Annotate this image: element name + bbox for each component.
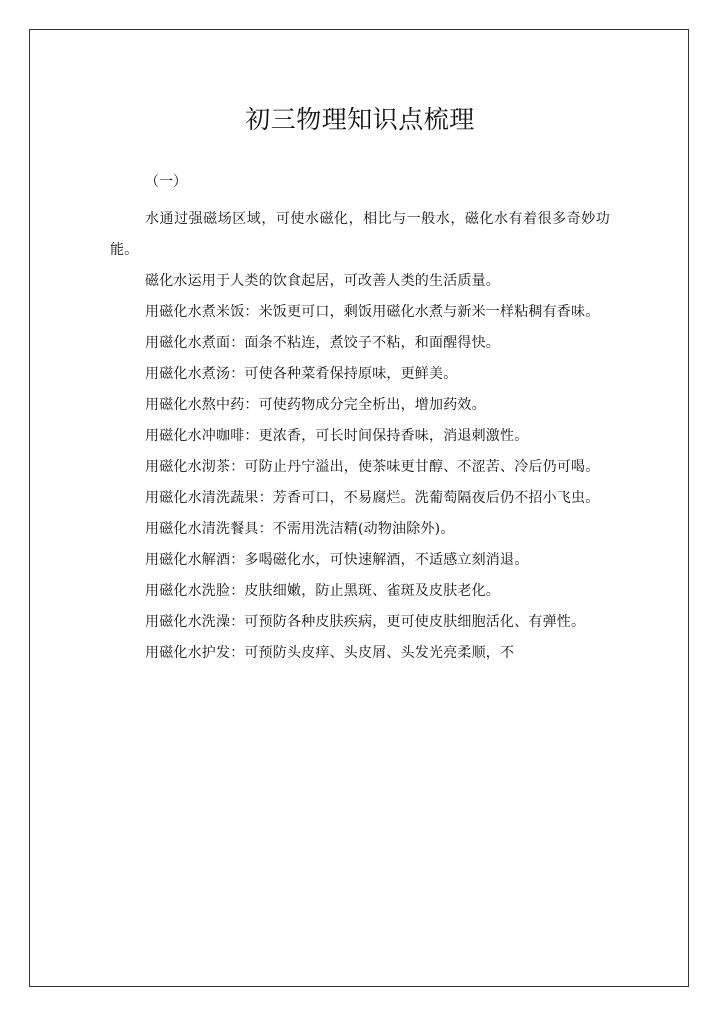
paragraph: 用磁化水冲咖啡：更浓香，可长时间保持香味，消退刺激性。 bbox=[145, 428, 529, 444]
paragraph: 用磁化水洗澡：可预防各种皮肤疾病，更可使皮肤细胞活化、有弹性。 bbox=[145, 614, 586, 630]
paragraph: 水通过强磁场区域，可使水磁化，相比与一般水，磁化水有着很多奇妙功能。 bbox=[110, 211, 610, 258]
paragraph: 磁化水运用于人类的饮食起居，可改善人类的生活质量。 bbox=[145, 273, 500, 289]
paragraph: 用磁化水护发：可预防头皮痒、头皮屑、头发光亮柔顺，不 bbox=[145, 645, 515, 661]
paragraph: 用磁化水煮面：面条不粘连，煮饺子不粘，和面醒得快。 bbox=[145, 335, 500, 351]
paragraph: 用磁化水清洗蔬果：芳香可口，不易腐烂。洗葡萄隔夜后仍不招小飞虫。 bbox=[145, 490, 600, 506]
paragraph: 用磁化水熬中药：可使药物成分完全析出，增加药效。 bbox=[145, 397, 486, 413]
paragraph: 用磁化水清洗餐具：不需用洗洁精(动物油除外)。 bbox=[145, 521, 455, 537]
section-label: （一） bbox=[145, 174, 187, 190]
paragraph: 用磁化水解酒：多喝磁化水，可快速解酒，不适感立刻消退。 bbox=[145, 552, 529, 568]
document-title: 初三物理知识点梳理 bbox=[245, 105, 475, 134]
paragraph: 用磁化水洗脸：皮肤细嫩，防止黑斑、雀斑及皮肤老化。 bbox=[145, 583, 500, 599]
document-body bbox=[110, 204, 610, 669]
paragraph: 用磁化水煮米饭：米饭更可口，剩饭用磁化水煮与新米一样粘稠有香味。 bbox=[145, 304, 600, 320]
paragraph: 用磁化水沏茶：可防止丹宁溢出，使茶味更甘醇、不涩苦、冷后仍可喝。 bbox=[145, 459, 600, 475]
paragraph: 用磁化水煮汤：可使各种菜肴保持原味，更鲜美。 bbox=[145, 366, 458, 382]
